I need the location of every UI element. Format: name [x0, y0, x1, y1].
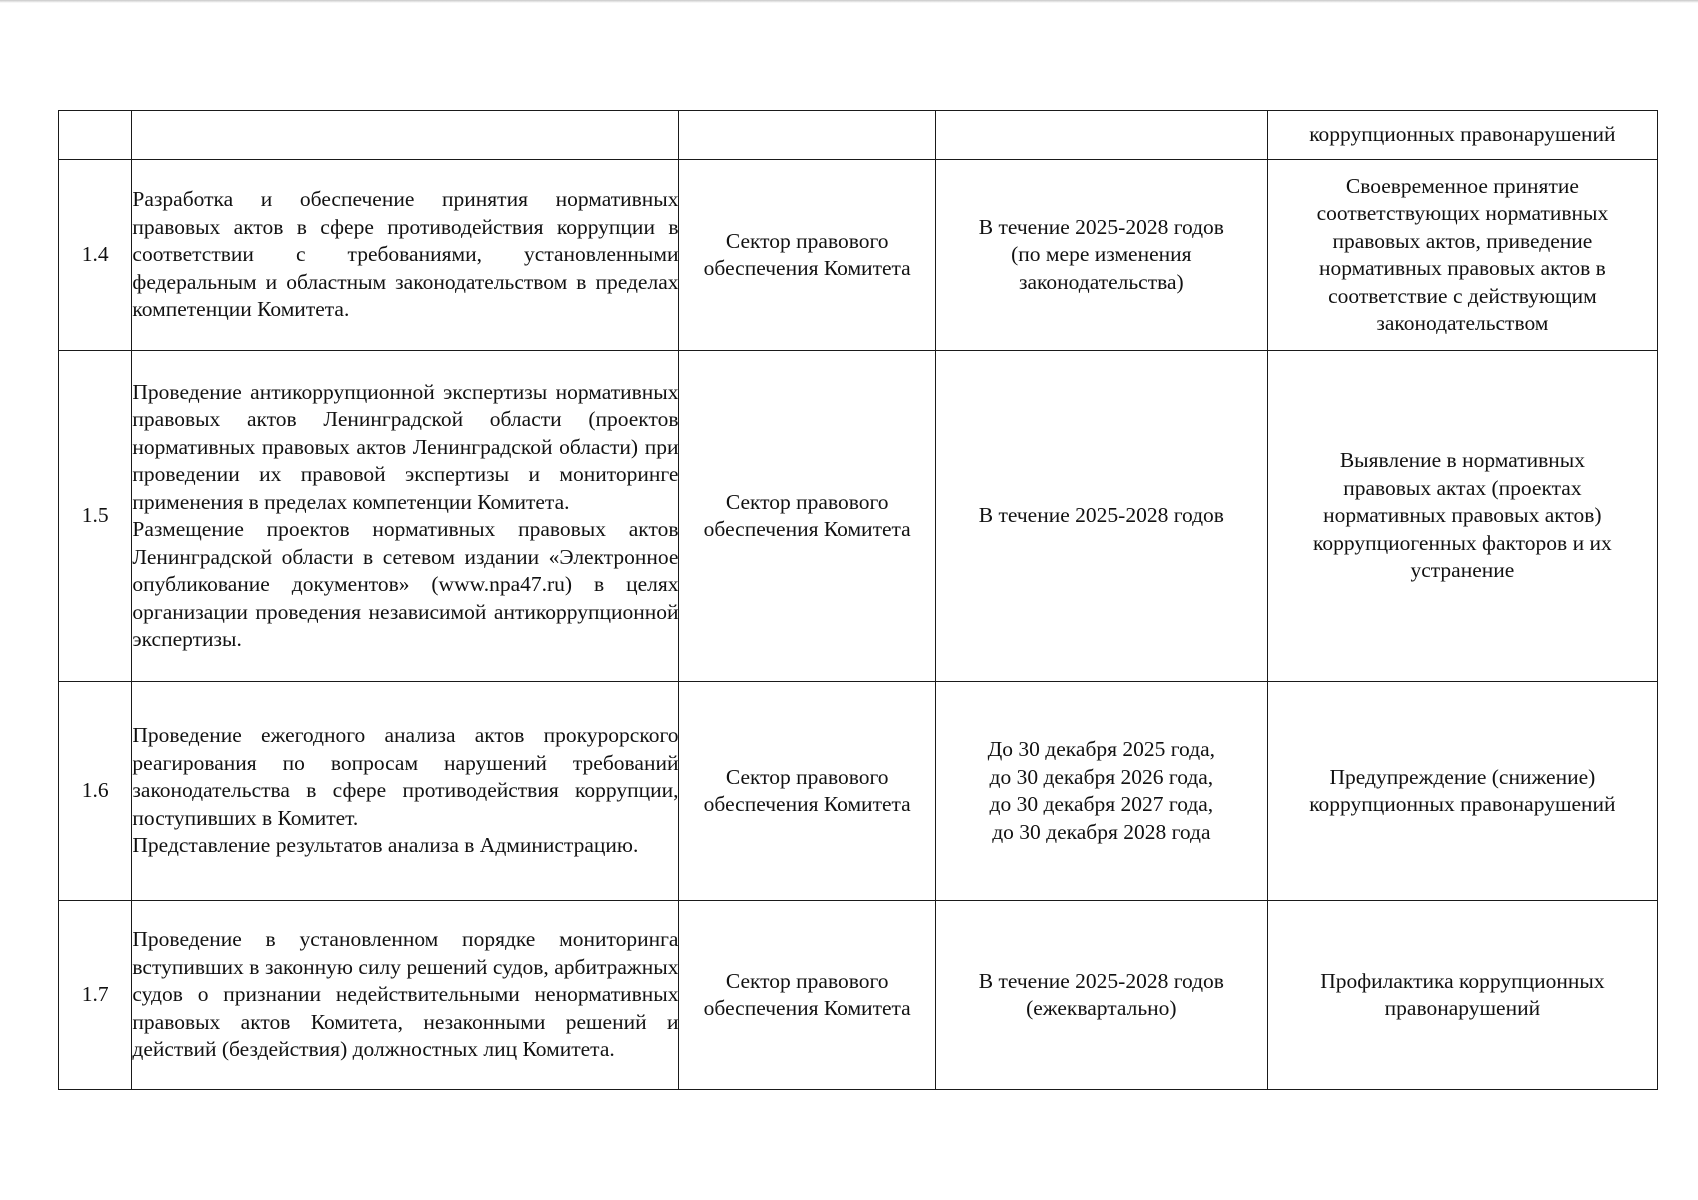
continuation-num-cell: [59, 111, 132, 160]
activity-paragraph: Проведение антикоррупционной экспертизы нормативных правовых актов Ленинградской области (проектов нормативных правовых актов Ленинградской области) при проведении их правовой экспертизы и мониторинге применения в пределах компетенции Комитета.: [132, 379, 679, 514]
responsible-line: Сектор правового: [725, 489, 889, 514]
term-line: до 30 декабря 2027 года,: [989, 792, 1214, 816]
scan-edge: [0, 0, 1698, 3]
activity-cell: [132, 160, 679, 351]
responsible-line: обеспечения Комитета: [703, 517, 911, 541]
responsible-cell: [679, 901, 935, 1090]
activity-paragraph: Размещение проектов нормативных правовых актов Ленинградской области в сетевом издании «Электронное опубликование документов» (www.npa47.ru) в целях организации проведения независимой антикоррупционной экспертизы.: [132, 517, 679, 651]
result-line: соответствующих нормативных: [1316, 201, 1609, 225]
row-number: 1.7: [59, 901, 132, 1090]
activity-paragraph: Проведение ежегодного анализа актов прокурорского реагирования по вопросам нарушений требований законодательства в сфере противодействия коррупции, поступивших в Комитет.: [132, 723, 679, 830]
term-cell: [935, 160, 1267, 351]
result-line: Своевременное принятие: [1345, 173, 1579, 198]
term-line: законодательства): [1019, 269, 1184, 294]
term-line: В течение 2025-2028 годов: [978, 503, 1224, 528]
result-line: устранение: [1410, 558, 1515, 583]
term-line: (по мере изменения: [1011, 242, 1192, 267]
responsible-line: обеспечения Комитета: [703, 996, 911, 1020]
result-line: правовых актах (проектах: [1343, 475, 1582, 500]
activity-paragraph: Представление результатов анализа в Администрацию.: [132, 833, 639, 858]
term-cell: [935, 901, 1267, 1090]
term-line: В течение 2025-2028 годов: [978, 214, 1224, 239]
term-cell: [935, 682, 1267, 901]
result-cell: [1267, 901, 1657, 1090]
activity-paragraph: Разработка и обеспечение принятия нормативных правовых актов в сфере противодействия коррупции в соответствии с требованиями, установленными федеральным и областным законодательством в пределах компетенции Комитета.: [132, 187, 679, 322]
term-line: (ежеквартально): [1026, 996, 1177, 1020]
responsible-cell: [679, 682, 935, 901]
table-row: [59, 160, 1658, 351]
continuation-activity-cell: [132, 111, 679, 160]
activity-cell: [132, 351, 679, 682]
result-line: Профилактика коррупционных: [1320, 968, 1605, 993]
term-cell: [935, 351, 1267, 682]
responsible-line: обеспечения Комитета: [703, 792, 911, 816]
term-line: В течение 2025-2028 годов: [978, 968, 1224, 993]
row-number: 1.5: [59, 351, 132, 682]
row-number: 1.6: [59, 682, 132, 901]
result-line: законодательством: [1376, 311, 1549, 335]
responsible-line: Сектор правового: [725, 764, 889, 789]
result-cell: [1267, 351, 1657, 682]
continuation-result-cell: коррупционных правонарушений: [1267, 111, 1657, 160]
responsible-line: Сектор правового: [725, 228, 889, 253]
term-line: До 30 декабря 2025 года,: [987, 737, 1216, 761]
result-line: Выявление в нормативных: [1339, 448, 1585, 473]
responsible-line: обеспечения Комитета: [703, 256, 911, 280]
result-line: правонарушений: [1384, 996, 1541, 1020]
continuation-responsible-cell: [679, 111, 935, 160]
result-cell: [1267, 682, 1657, 901]
result-line: нормативных правовых актов): [1323, 503, 1602, 528]
result-line: нормативных правовых актов в: [1319, 256, 1606, 280]
responsible-line: Сектор правового: [725, 968, 889, 993]
activity-paragraph: Проведение в установленном порядке мониторинга вступивших в законную силу решений судов, арбитражных судов о признании недействительными ненормативных правовых актов Комитета, незаконными решений и действий (бездействия) должностных лиц Комитета.: [132, 927, 679, 1062]
table-row: [59, 682, 1658, 901]
continuation-term-cell: [935, 111, 1267, 160]
activity-cell: [132, 682, 679, 901]
result-line: Предупреждение (снижение): [1329, 764, 1596, 789]
result-line: коррупционных правонарушений: [1309, 792, 1616, 816]
table-row: [59, 351, 1658, 682]
result-line: правовых актов, приведение: [1332, 228, 1593, 253]
result-line: соответствие с действующим: [1328, 283, 1597, 308]
result-cell: [1267, 160, 1657, 351]
table-row: [59, 901, 1658, 1090]
term-line: до 30 декабря 2026 года,: [989, 764, 1214, 789]
responsible-cell: [679, 351, 935, 682]
continuation-row: [59, 111, 1658, 160]
term-line: до 30 декабря 2028 года: [992, 819, 1211, 844]
measures-table: [58, 110, 1658, 1090]
activity-cell: [132, 901, 679, 1090]
result-line: коррупциогенных факторов и их: [1313, 530, 1612, 555]
responsible-cell: [679, 160, 935, 351]
row-number: 1.4: [59, 160, 132, 351]
